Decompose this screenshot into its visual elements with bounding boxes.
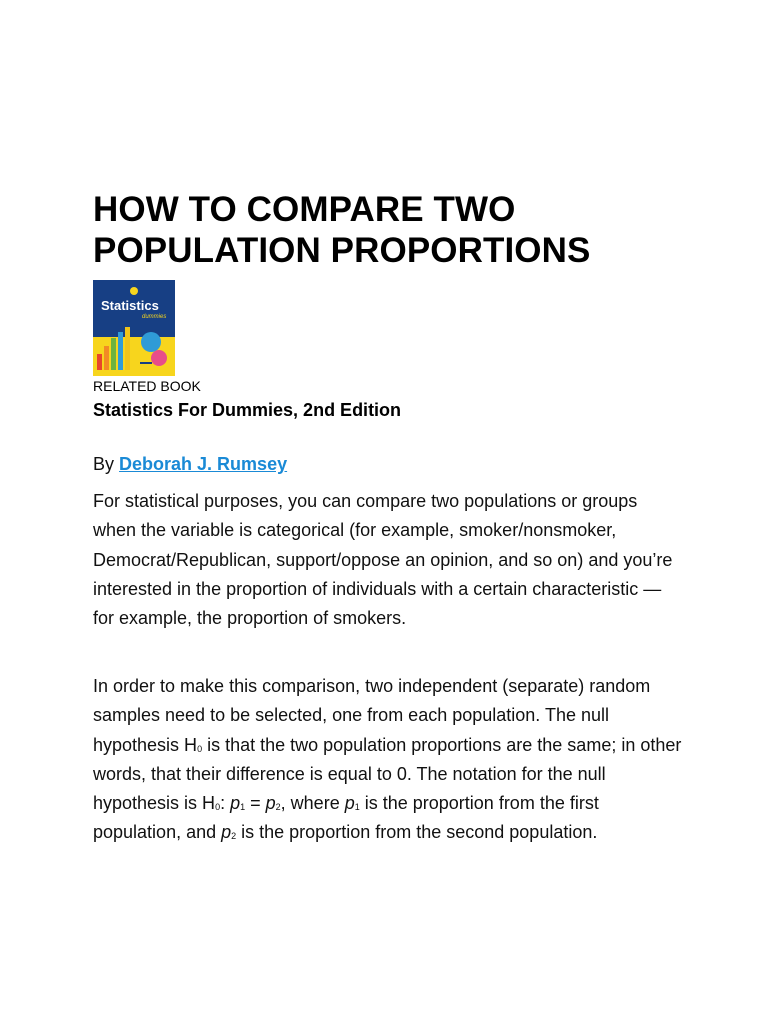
p2-var-p1: p — [230, 793, 241, 814]
title-line-2: POPULATION PROPORTIONS — [93, 231, 591, 270]
cover-series: dummies — [142, 314, 167, 320]
p2-text-6: is the proportion from the second population. — [236, 822, 598, 843]
related-book-label: RELATED BOOK — [93, 378, 201, 394]
p2-equals: = — [245, 793, 266, 814]
paragraph-1: For statistical purposes, you can compare two populations or groups when the variable is categorical (for example, smoker/nonsmoker, Democrat/Republican, support/oppose an opinion, and so on) and you’re interested in the proportion of individuals with a certain characteristic — for example, the proportion of smokers. — [93, 491, 673, 629]
p2-subscript-0a: 0 — [197, 743, 203, 754]
cover-bubble-1 — [141, 332, 161, 352]
p2-text-3: : — [220, 793, 231, 814]
cover-bar-4 — [118, 332, 123, 370]
p2-text-4: , where — [280, 793, 345, 814]
cover-bar-5 — [125, 327, 130, 370]
page-title — [93, 189, 683, 271]
cover-title: Statistics — [101, 298, 159, 313]
cover-bar-2 — [104, 346, 109, 370]
by-label: By — [93, 454, 115, 474]
p2-text-1: In order to make this comparison, two independent (separate) random samples need to be selected, one from each population. The null hypothesis H — [93, 676, 651, 755]
p2-subscript-2b: 2 — [231, 831, 237, 842]
cover-bar-1 — [97, 354, 102, 370]
cover-bar-3 — [111, 338, 116, 370]
p2-subscript-1a: 1 — [240, 802, 246, 813]
p2-subscript-0b: 0 — [215, 802, 221, 813]
cover-author-line — [140, 362, 152, 364]
p2-text-2: is that the two population proportions are the same; in other words, that their difference is equal to 0. The notation for the null hypothesis is H — [93, 734, 682, 814]
related-book-title: Statistics For Dummies, 2nd Edition — [93, 400, 402, 420]
paragraph-2 — [93, 672, 683, 848]
book-cover-image[interactable] — [93, 280, 175, 376]
cover-bubble-2 — [151, 350, 167, 366]
p2-var-p2: p — [265, 793, 276, 814]
author-link[interactable]: Deborah J. Rumsey — [119, 454, 288, 474]
title-line-1: HOW TO COMPARE TWO — [93, 190, 516, 229]
p2-var-p2b: p — [221, 822, 232, 843]
p2-subscript-1b: 1 — [354, 802, 360, 813]
p2-text-5: is the proportion from the first population, and — [93, 793, 599, 843]
p2-subscript-2a: 2 — [275, 802, 281, 813]
p2-var-p1b: p — [344, 793, 355, 814]
byline — [93, 453, 287, 475]
